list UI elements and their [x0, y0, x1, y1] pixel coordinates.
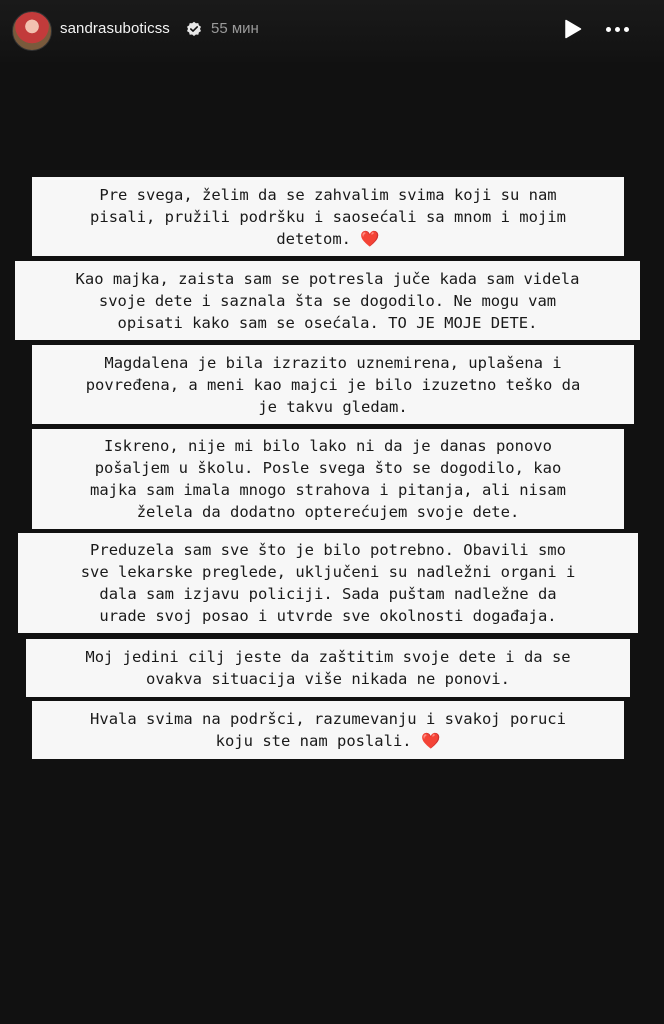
card-text: Iskreno, nije mi bilo lako ni da je danas ponovo pošaljem u školu. Posle svega što se dogodilo, kao majka sam imala mnogo strahova i pitanja, ali nisam želela da dodatno opterećujem svoje dete.: [90, 437, 566, 521]
card-text: Kao majka, zaista sam se potresla juče kada sam videla svoje dete i saznala šta se dogodilo. Ne mogu vam opisati kako sam se osećala. TO JE MOJE DETE.: [75, 269, 580, 332]
more-dots-icon: [624, 27, 629, 32]
heart-emoji-icon: ❤️: [360, 229, 380, 248]
card-text: Moj jedini cilj jeste da zaštitim svoje dete i da se ovakva situacija više nikada ne ponovi.: [85, 648, 571, 688]
story-text-card: [18, 533, 638, 633]
heart-emoji-icon: ❤️: [420, 732, 441, 750]
avatar[interactable]: [12, 11, 52, 51]
card-text: Magdalena je bila izrazito uznemirena, uplašena i povređena, a meni kao majci je bilo izuzetno teško da je takvu gledam.: [85, 353, 581, 416]
card-text: Hvala svima na podršci, razumevanju i svakoj poruci koju ste nam poslali.: [90, 710, 566, 750]
story-text-card: [15, 261, 640, 340]
story-text-card: [32, 345, 634, 424]
more-options-button[interactable]: [600, 16, 634, 42]
more-dots-icon: [615, 27, 620, 32]
card-text: Preduzela sam sve što je bilo potrebno. Obavili smo sve lekarske preglede, uključeni su nadležni organi i dala sam izjavu policiji. Sada puštam nadležne da urade svoj posao i utvrde sve okolnosti događaja.: [80, 541, 576, 625]
username[interactable]: sandrasuboticss: [60, 20, 170, 37]
play-button[interactable]: [560, 16, 586, 42]
story-text-card: [32, 177, 624, 256]
verified-badge-icon: [186, 21, 202, 37]
story-header: [0, 0, 664, 62]
story-text-card: [32, 429, 624, 529]
play-icon: [564, 19, 582, 39]
story-text-card: [26, 639, 630, 697]
card-text: Pre svega, želim da se zahvalim svima koji su nam pisali, pružili podršku i saosećali sa mnom i mojim detetom.: [90, 185, 566, 248]
story-text-card: [32, 701, 624, 759]
timestamp: 55 мин: [211, 20, 259, 37]
more-dots-icon: [606, 27, 611, 32]
